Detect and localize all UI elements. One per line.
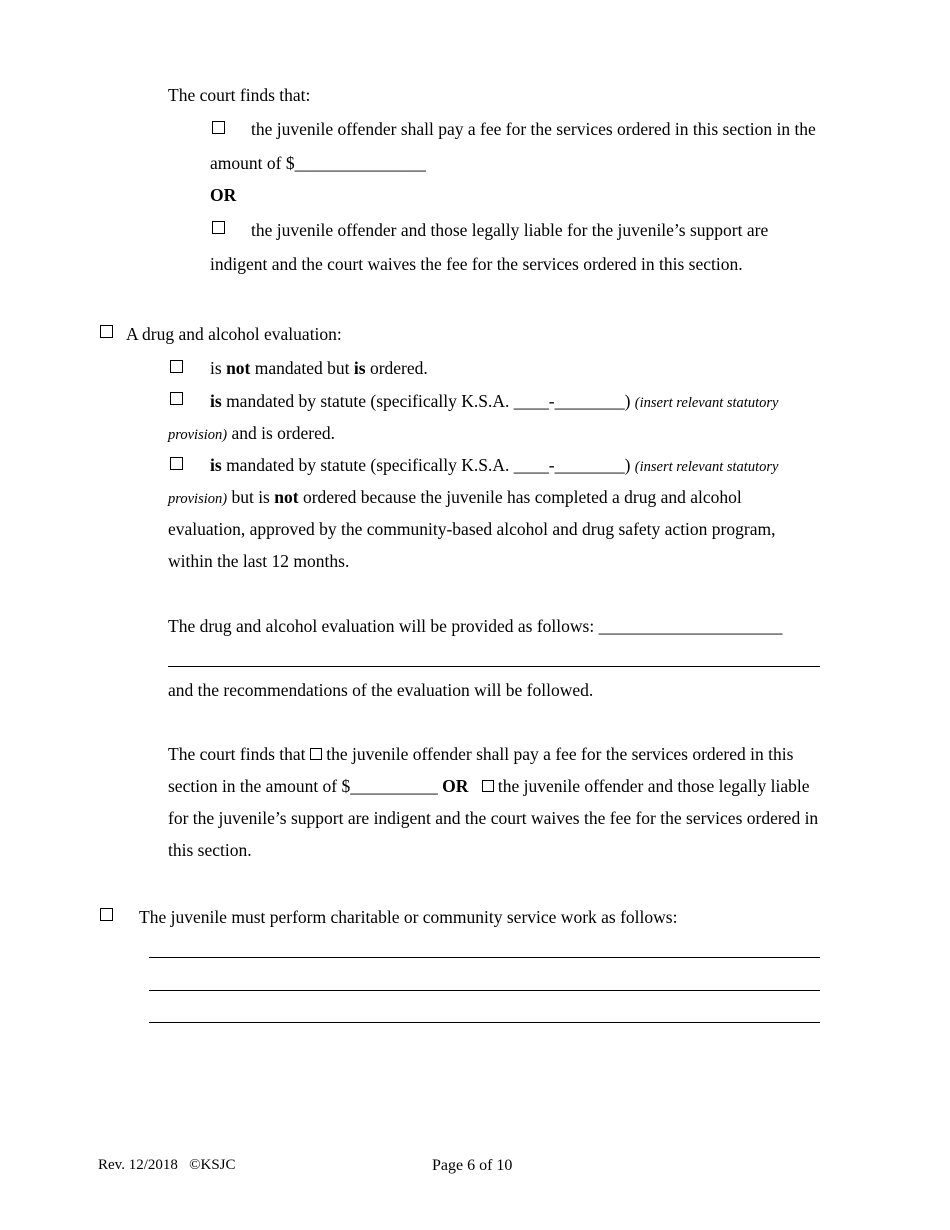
fee-pay-checkbox[interactable] [212,121,225,134]
footer-revision: Rev. 12/2018 ©KSJC [98,1157,236,1173]
mandated-not-ordered-line3: evaluation, approved by the community-based alcohol and drug safety action program, [168,519,776,539]
mandated-ordered-checkbox[interactable] [170,392,183,405]
evaluation-provided-blank[interactable]: _____________________ [598,616,783,636]
fee-pay-line1: the juvenile offender shall pay a fee for the services ordered in this section in the [251,119,816,139]
evaluation-provided-blank-line[interactable] [168,666,820,667]
eval-fee-waive-checkbox[interactable] [482,780,494,792]
fee-waive-line2: indigent and the court waives the fee for the services ordered in this section. [210,254,743,274]
fee-line3: for the juvenile’s support are indigent and the court waives the fee for the services ordered in [168,808,819,828]
mandated-not-ordered-line2: provision) but is not ordered because the juvenile has completed a drug and alcohol [168,487,742,507]
eval-fee-or-label: OR [442,776,469,796]
footer-copyright: ©KSJC [189,1157,236,1173]
mandated-ordered-line1: is mandated by statute (specifically K.S.A. ____-________) (insert relevant statutory [210,391,779,411]
community-service-blank-line-2[interactable] [149,990,820,991]
community-service-heading: The juvenile must perform charitable or community service work as follows: [139,907,678,927]
fee-pay-line2: amount of $_______________ [210,153,426,173]
mandated-not-ordered-line1: is mandated by statute (specifically K.S.A. ____-________) (insert relevant statutory [210,455,779,475]
court-finds-intro: The court finds that: [168,85,311,105]
community-service-checkbox[interactable] [100,908,113,921]
fee-line2: section in the amount of $__________ OR the juvenile offender and those legally liable [168,776,810,796]
footer-page-number: Page 6 of 10 [432,1157,513,1174]
mandated-not-ordered-checkbox[interactable] [170,457,183,470]
evaluation-provided-label: The drug and alcohol evaluation will be provided as follows: _____________________ [168,616,783,636]
mandated-not-ordered-line4: within the last 12 months. [168,551,350,571]
fee-line4: this section. [168,840,252,860]
mandated-ordered-line2: provision) and is ordered. [168,423,335,443]
not-mandated-text: is not mandated but is ordered. [210,358,428,378]
community-service-blank-line-1[interactable] [149,957,820,958]
fee-line1: The court finds that the juvenile offender shall pay a fee for the services ordered in this [168,744,794,764]
or-label: OR [210,185,237,205]
fee-waive-line1: the juvenile offender and those legally liable for the juvenile’s support are [251,220,769,240]
eval-fee-pay-checkbox[interactable] [310,748,322,760]
not-mandated-checkbox[interactable] [170,360,183,373]
community-service-blank-line-3[interactable] [149,1022,820,1023]
drug-alcohol-checkbox[interactable] [100,325,113,338]
drug-alcohol-heading: A drug and alcohol evaluation: [126,324,342,344]
evaluation-recommendations: and the recommendations of the evaluation will be followed. [168,680,594,700]
fee-waive-checkbox[interactable] [212,221,225,234]
